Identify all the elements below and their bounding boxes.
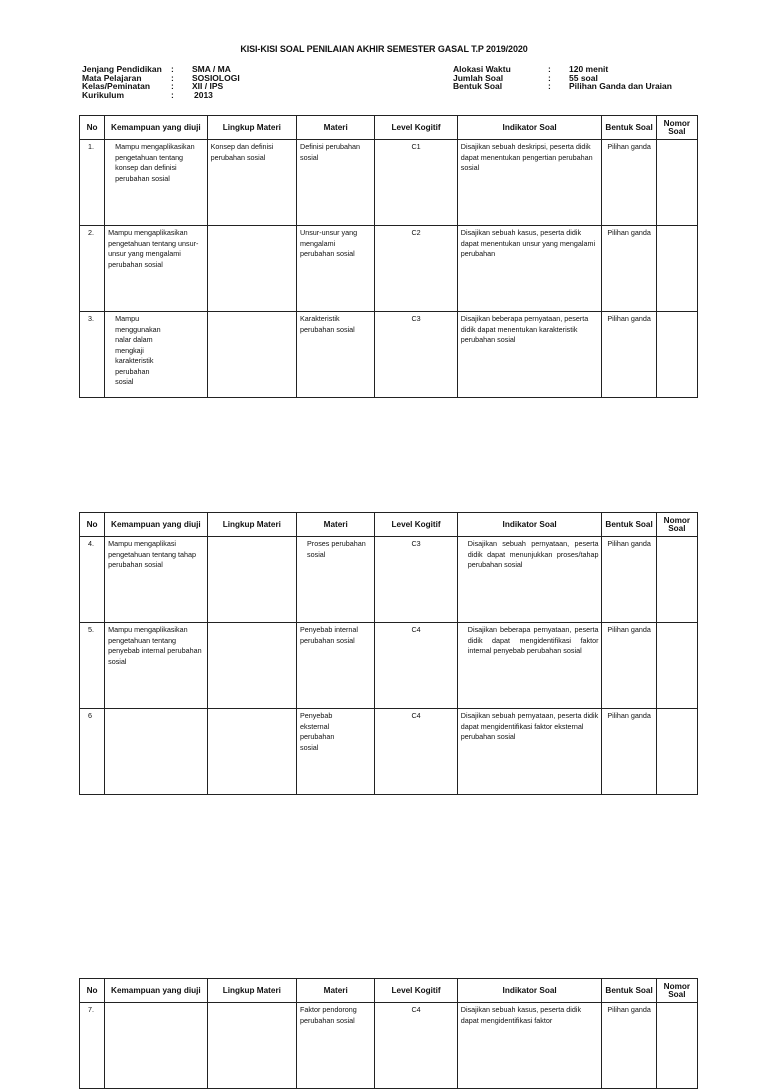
- cell-indikator: Disajikan sebuah deskripsi, peserta didik dapat menentukan pengertian perubahan sosial: [457, 140, 602, 226]
- cell-materi: Unsur-unsur yang mengalami perubahan sosial: [297, 226, 375, 312]
- info-sep: :: [171, 81, 174, 92]
- info-row: [453, 82, 672, 91]
- cell-materi: Penyebab eksternal perubahan sosial: [297, 709, 375, 795]
- info-label: Jumlah Soal: [453, 72, 504, 83]
- header-indikator: Indikator Soal: [457, 513, 602, 537]
- cell-lingkup: [207, 312, 296, 398]
- table-row: [80, 1003, 698, 1089]
- info-label: Bentuk Soal: [453, 81, 503, 92]
- cell-no: 5.: [80, 623, 105, 709]
- header-kemampuan: Kemampuan yang diuji: [105, 979, 207, 1003]
- cell-level: C4: [375, 1003, 457, 1089]
- header-nomor: Nomor Soal: [656, 116, 697, 140]
- info-value: SMA / MA: [192, 64, 231, 74]
- cell-indikator: Disajikan sebuah kasus, peserta didik dapat menentukan unsur yang mengalami perubahan: [457, 226, 602, 312]
- cell-materi: Proses perubahan sosial: [297, 537, 375, 623]
- cell-level: C3: [375, 312, 457, 398]
- cell-nomor: [656, 709, 697, 795]
- info-sep: :: [548, 72, 551, 83]
- header-level: Level Kogitif: [375, 116, 457, 140]
- header-bentuk: Bentuk Soal: [602, 979, 656, 1003]
- header-lingkup: Lingkup Materi: [207, 116, 296, 140]
- cell-indikator: Disajikan beberapa pernyataan, peserta didik dapat menentukan karakteristik perubahan sosial: [457, 312, 602, 398]
- header-no: No: [80, 513, 105, 537]
- info-value: Pilihan Ganda dan Uraian: [569, 81, 672, 92]
- cell-level: C4: [375, 623, 457, 709]
- info-value: 120 menit: [569, 64, 609, 74]
- table-row: [80, 140, 698, 226]
- info-value: 2013: [194, 90, 213, 101]
- cell-no: 2.: [80, 226, 105, 312]
- header-level: Level Kogitif: [375, 513, 457, 537]
- cell-materi: Karakteristik perubahan sosial: [297, 312, 375, 398]
- grid-table-2: [79, 512, 698, 795]
- info-label: Jenjang Pendidikan: [82, 64, 162, 74]
- cell-kemampuan: Mampu mengaplikasi pengetahuan tentang tahap perubahan sosial: [105, 537, 207, 623]
- cell-bentuk: Pilihan ganda: [602, 709, 656, 795]
- header-materi: Materi: [297, 116, 375, 140]
- cell-materi: Penyebab internal perubahan sosial: [297, 623, 375, 709]
- header-indikator: Indikator Soal: [457, 116, 602, 140]
- cell-kemampuan: [105, 709, 207, 795]
- table-row: [80, 312, 698, 398]
- header-indikator: Indikator Soal: [457, 979, 602, 1003]
- cell-kemampuan: Mampu mengaplikasikan pengetahuan tentang penyebab internal perubahan sosial: [105, 623, 207, 709]
- info-label: Kelas/Peminatan: [82, 81, 151, 92]
- cell-kemampuan: Mampu mengaplikasikan pengetahuan tentang konsep dan definisi perubahan sosial: [105, 140, 207, 226]
- header-nomor: Nomor Soal: [656, 513, 697, 537]
- info-label: Kurikulum: [82, 90, 125, 101]
- header-level: Level Kogitif: [375, 979, 457, 1003]
- header-kemampuan: Kemampuan yang diuji: [105, 513, 207, 537]
- info-label: Alokasi Waktu: [453, 64, 511, 74]
- table-row: [80, 709, 698, 795]
- cell-bentuk: Pilihan ganda: [602, 140, 656, 226]
- cell-materi: Faktor pendorong perubahan sosial: [297, 1003, 375, 1089]
- cell-nomor: [656, 1003, 697, 1089]
- cell-indikator: Disajikan sebuah pernyataan, peserta didik dapat mengidentifikasi faktor eksternal perubahan sosial: [457, 709, 602, 795]
- header-row: [80, 116, 698, 140]
- cell-bentuk: Pilihan ganda: [602, 1003, 656, 1089]
- cell-bentuk: Pilihan ganda: [602, 537, 656, 623]
- cell-lingkup: Konsep dan definisi perubahan sosial: [207, 140, 296, 226]
- table-row: [80, 226, 698, 312]
- header-row: [80, 513, 698, 537]
- cell-nomor: [656, 312, 697, 398]
- cell-lingkup: [207, 537, 296, 623]
- cell-lingkup: [207, 623, 296, 709]
- table-row: [80, 623, 698, 709]
- info-right: [453, 65, 672, 91]
- cell-kemampuan: Mampu mengaplikasikan pengetahuan tentang unsur-unsur yang mengalami perubahan sosial: [105, 226, 207, 312]
- info-sep: :: [171, 64, 174, 74]
- header-lingkup: Lingkup Materi: [207, 979, 296, 1003]
- header-no: No: [80, 979, 105, 1003]
- info-value: 55 soal: [569, 72, 598, 83]
- cell-indikator: Disajikan beberapa pernyataan, peserta didik dapat mengidentifikasi faktor internal penyebab perubahan sosial: [457, 623, 602, 709]
- header-nomor: Nomor Soal: [656, 979, 697, 1003]
- header-kemampuan: Kemampuan yang diuji: [105, 116, 207, 140]
- cell-lingkup: [207, 226, 296, 312]
- info-label: Mata Pelajaran: [82, 72, 142, 83]
- cell-bentuk: Pilihan ganda: [602, 226, 656, 312]
- header-lingkup: Lingkup Materi: [207, 513, 296, 537]
- cell-level: C4: [375, 709, 457, 795]
- document-title: KISI-KISI SOAL PENILAIAN AKHIR SEMESTER GASAL T.P 2019/2020: [240, 44, 528, 54]
- cell-no: 3.: [80, 312, 105, 398]
- cell-indikator: Disajikan sebuah kasus, peserta didik dapat mengidentifikasi faktor: [457, 1003, 602, 1089]
- header-bentuk: Bentuk Soal: [602, 513, 656, 537]
- cell-no: 6: [80, 709, 105, 795]
- cell-kemampuan: Mampu menggunakan nalar dalam mengkaji karakteristik perubahan sosial: [105, 312, 207, 398]
- cell-kemampuan: [105, 1003, 207, 1089]
- header-materi: Materi: [297, 513, 375, 537]
- cell-no: 7.: [80, 1003, 105, 1089]
- cell-materi: Definisi perubahan sosial: [297, 140, 375, 226]
- grid-table-3: [79, 978, 698, 1089]
- cell-nomor: [656, 226, 697, 312]
- cell-level: C1: [375, 140, 457, 226]
- header-materi: Materi: [297, 979, 375, 1003]
- header-no: No: [80, 116, 105, 140]
- cell-nomor: [656, 140, 697, 226]
- info-row: [82, 91, 240, 100]
- cell-lingkup: [207, 709, 296, 795]
- cell-level: C2: [375, 226, 457, 312]
- header-row: [80, 979, 698, 1003]
- info-value: XII / IPS: [192, 81, 224, 92]
- cell-bentuk: Pilihan ganda: [602, 312, 656, 398]
- info-sep: :: [548, 81, 551, 92]
- header-bentuk: Bentuk Soal: [602, 116, 656, 140]
- cell-nomor: [656, 623, 697, 709]
- cell-indikator: Disajikan sebuah pernyataan, peserta didik dapat menunjukkan proses/tahap perubahan sosial: [457, 537, 602, 623]
- cell-nomor: [656, 537, 697, 623]
- info-sep: :: [171, 72, 174, 83]
- cell-no: 4.: [80, 537, 105, 623]
- grid-table-1: [79, 115, 698, 398]
- info-sep: :: [548, 64, 551, 74]
- cell-bentuk: Pilihan ganda: [602, 623, 656, 709]
- info-left: [82, 65, 240, 100]
- cell-level: C3: [375, 537, 457, 623]
- cell-lingkup: [207, 1003, 296, 1089]
- info-sep: :: [171, 90, 174, 101]
- info-value: SOSIOLOGI: [192, 72, 240, 83]
- table-row: [80, 537, 698, 623]
- cell-no: 1.: [80, 140, 105, 226]
